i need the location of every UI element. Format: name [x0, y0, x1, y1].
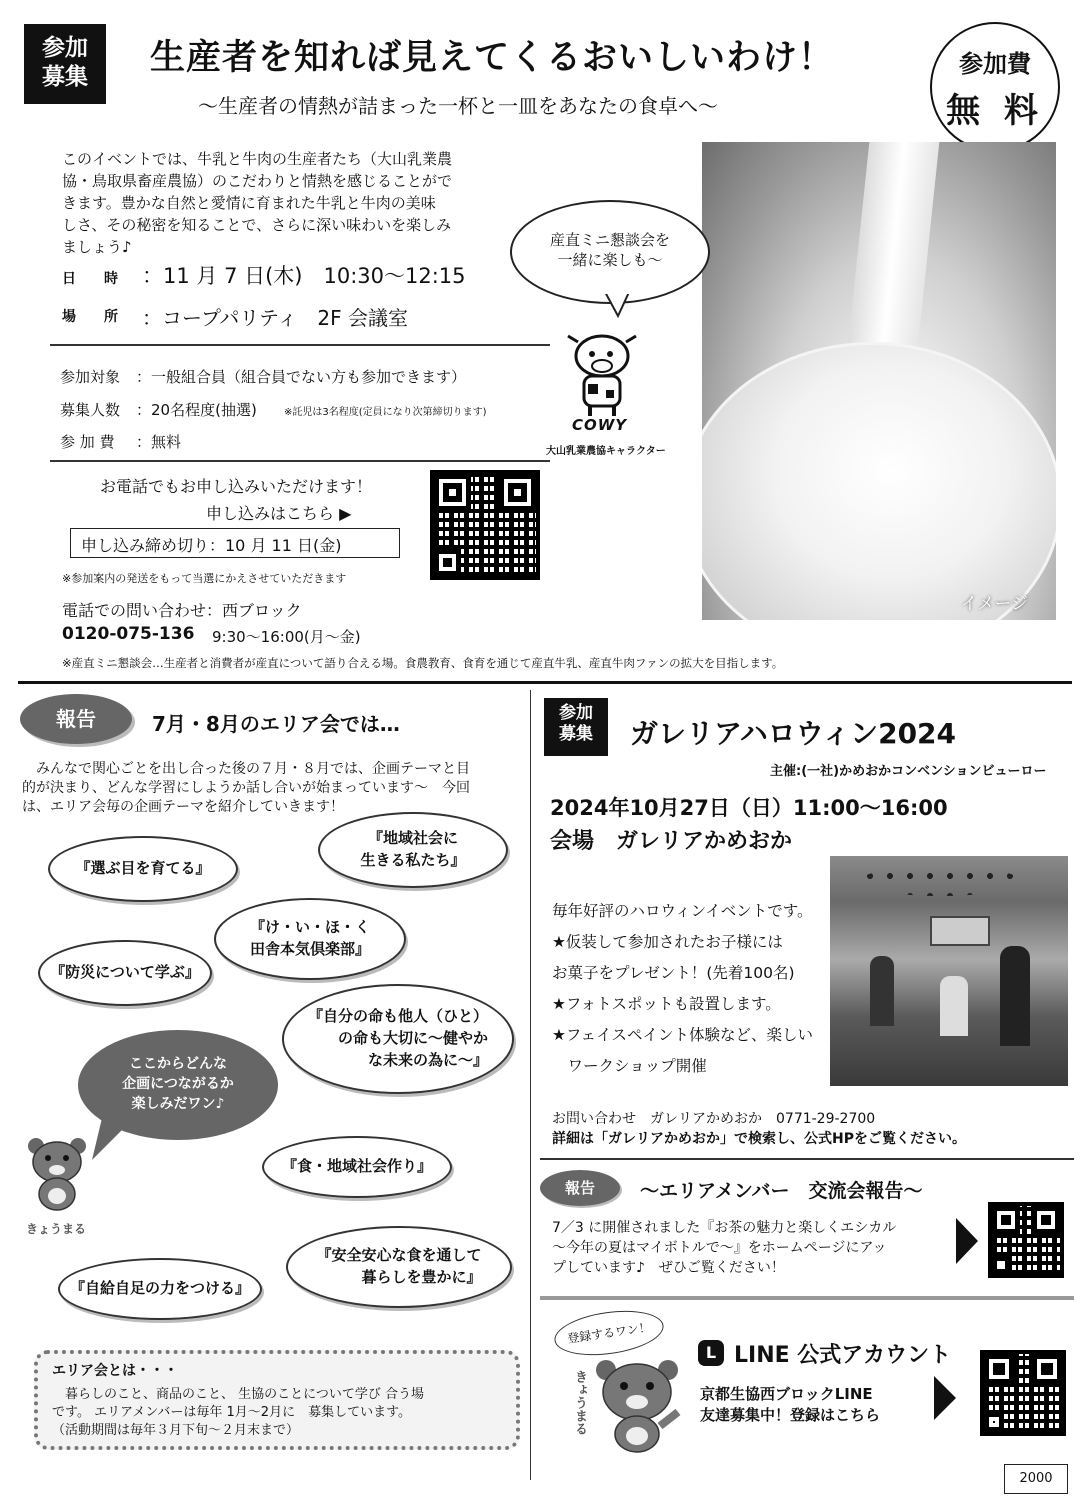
line-text: 京都生協西ブロックLINE 友達募集中！登録はこちら [700, 1385, 881, 1424]
contact-phone: 0120-075-136 [62, 624, 195, 644]
column-divider [530, 690, 531, 1480]
divider [50, 460, 550, 462]
capacity-note: ※託児は3名程度(定員になり次第締切ります) [284, 407, 487, 418]
about-area-box: エリア会とは・・・ 暮らしのこと、商品のこと、 生協のことについて学び 合う場 です。 エリアメンバーは毎年 1月～2月に 募集しています。 （活動期間は毎年３月下旬～２月末まで） [34, 1350, 520, 1450]
dog-mascot-icon [26, 1136, 88, 1216]
section-divider [18, 681, 1072, 684]
exchange-text: 7／3 に開催されました『お茶の魅力と楽しくエシカル ～今年の夏はマイボトルで～』をホームページにアッ プしています♪ ぜひご覧ください！ [552, 1220, 897, 1276]
dog-speech-tail [92, 1118, 132, 1162]
divider [50, 344, 550, 346]
image-label: イメージ [960, 594, 1028, 614]
halloween-title: ガレリアハロウィン2024 [630, 717, 957, 750]
cowy-caption: 大山乳業農協キャラクター [546, 446, 666, 457]
date-value: ：11 月 7 日(木) 10:30～12:15 [142, 264, 466, 288]
apply-here-link[interactable]: 申し込みはこちら ▶ [206, 504, 352, 523]
notice-text: ※参加案内の発送をもって当選にかえさせていただきます [62, 572, 347, 585]
mascot-name: きょうまる [26, 1222, 87, 1236]
deadline-box: 申し込み締め切り：10 月 11 日(金) [70, 528, 400, 558]
milk-image [702, 142, 1056, 620]
contact-label: 電話での問い合わせ：西ブロック [62, 601, 302, 620]
speech-tail [600, 290, 640, 318]
qr-code-icon[interactable] [988, 1202, 1064, 1278]
fee-label: 参 加 費 [60, 433, 115, 451]
page-code: 2000 [1004, 1464, 1068, 1494]
target-label: 参加対象 [60, 368, 121, 386]
exchange-title: ～エリアメンバー 交流会報告～ [640, 1180, 923, 1202]
halloween-details: 毎年好評のハロウィンイベントです。 ★仮装して参加されたお子様には お菓子をプレゼント！(先着100名) ★フォトスポットも設置します。 ★フェイスペイント体験など、楽しい ワークショップ開催 [552, 902, 813, 1075]
event-subtitle: ～生産者の情熱が詰まった一杯と一皿をあなたの食卓へ～ [198, 94, 718, 118]
halloween-venue: 会場 ガレリアかめおか [550, 829, 793, 854]
dog-mascot-icon [592, 1356, 682, 1456]
line-logo-icon: L [698, 1340, 724, 1366]
qr-code-icon[interactable] [430, 470, 540, 580]
cow-mascot-icon [562, 334, 640, 418]
report-title: 7月・8月のエリア会では… [152, 712, 400, 736]
theme-bubble: 『地域社会に 生きる私たち』 [318, 812, 508, 888]
dog-speech-bubble: ここからどんな 企画につながるか 楽しみだワン♪ [78, 1030, 278, 1140]
speech-bubble: 産直ミニ懇談会を 一緒に楽しも～ [510, 200, 710, 304]
mascot-name: きょうまる [572, 1370, 587, 1435]
capacity-label: 募集人数 [60, 401, 121, 419]
date-label: 日 時 [62, 271, 118, 287]
event-title: 生産者を知れば見えてくるおいしいわけ！ [150, 38, 835, 78]
theme-bubble: 『選ぶ目を育てる』 [48, 836, 238, 902]
halloween-contact: お問い合わせ ガレリアかめおか 0771-29-2700 [552, 1111, 876, 1127]
contact-hours: 9:30～16:00(月～金) [212, 628, 361, 646]
theme-bubble: 『防災について学ぶ』 [38, 940, 212, 1006]
report-intro: みんなで関心ごとを出し合った後の７月・８月では、企画テーマと目 的が決まり、どんな学習にしようか話し合いが始まっています～ 今回 は、エリア会毎の企画テーマを紹介していきます！ [22, 761, 470, 815]
report-tag: 報告 [20, 694, 132, 744]
theme-bubble: 『自分の命も他人（ひと） の命も大切に～健やか な未来の為に～』 [282, 984, 514, 1094]
halloween-organizer: 主催:(一社)かめおかコンベンションビューロー [770, 764, 1047, 779]
halloween-photo [830, 856, 1068, 1086]
phone-apply-text: お電話でもお申し込みいただけます！ [100, 477, 373, 496]
report-tag: 報告 [540, 1170, 620, 1206]
theme-bubble: 『自給自足の力をつける』 [58, 1258, 262, 1320]
theme-bubble: 『安全安心な食を通して 暮らしを豊かに』 [286, 1226, 512, 1308]
halloween-datetime: 2024年10月27日（日）11:00～16:00 [550, 796, 948, 820]
fee-value: ：無料 [136, 433, 182, 451]
play-triangle-icon [934, 1376, 956, 1420]
capacity-value: ：20名程度(抽選) [136, 401, 257, 419]
halloween-detail: 詳細は「ガレリアかめおか」で検索し、公式HPをご覧ください。 [552, 1131, 966, 1147]
intro-text: このイベントでは、牛乳と牛肉の生産者たち（大山乳業農 協・鳥取県畜産農協）のこだわりと情熱を感じることがで きます。豊かな自然と愛情に育まれた牛乳と牛肉の美味 しさ、その秘密を知ることで、さらに深い味わいを楽しみ ましょう♪ [62, 150, 453, 256]
place-label: 場 所 [62, 309, 118, 325]
recruit-tag: 参加 募集 [24, 24, 106, 104]
qr-code-icon[interactable] [980, 1350, 1066, 1436]
cowy-logo: COWY [572, 416, 628, 434]
line-title: LINE 公式アカウント [734, 1343, 952, 1368]
fee-free-badge: 参加費 無 料 [930, 22, 1060, 152]
place-value: ：コープパリティ 2F 会議室 [142, 306, 408, 330]
milk-glass [702, 342, 1056, 620]
recruit-tag: 参加 募集 [544, 698, 608, 756]
footnote: ※産直ミニ懇談会…生産者と消費者が産直について語り合える場。食農教育、食育を通じて産直牛乳、産直牛肉ファンの拡大を目指します。 [62, 656, 784, 670]
divider [540, 1158, 1074, 1160]
play-triangle-icon [956, 1218, 978, 1264]
line-speech: 登録するワン！ [552, 1305, 667, 1362]
theme-bubble: 『食・地域社会作り』 [262, 1136, 452, 1198]
target-value: ：一般組合員（組合員でない方も参加できます） [136, 368, 467, 386]
divider [540, 1296, 1074, 1300]
theme-bubble: 『け・い・ほ・く 田舎本気倶楽部』 [214, 898, 406, 980]
